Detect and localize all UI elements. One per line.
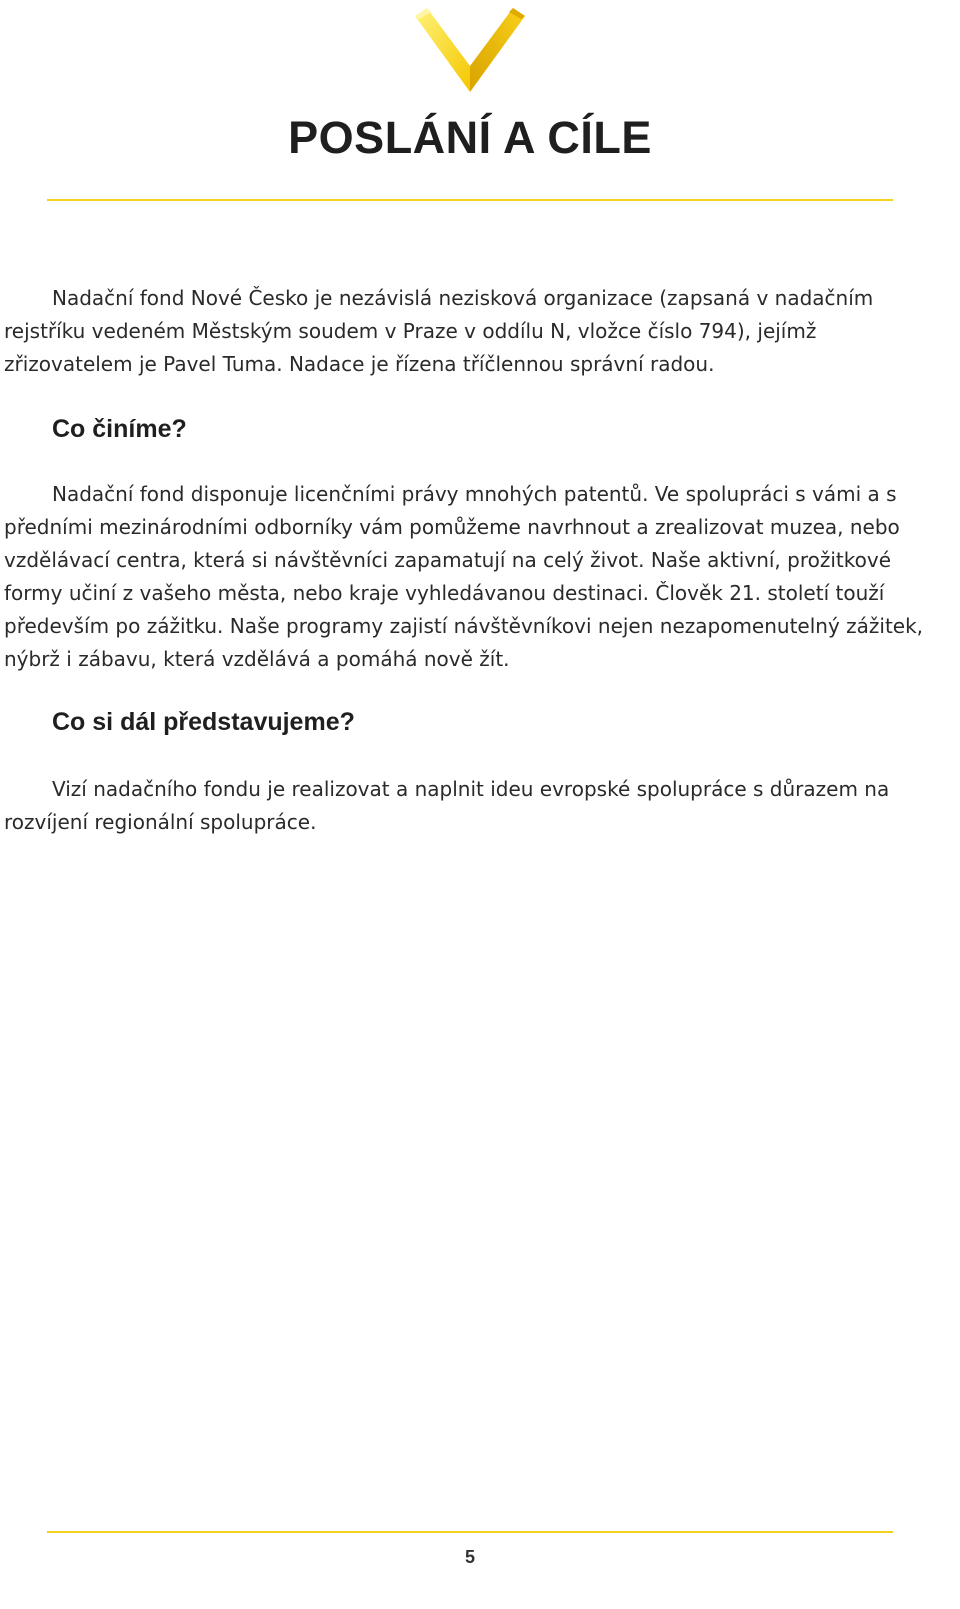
- logo-left-wing: [415, 8, 470, 92]
- v-chevron-logo-icon: [413, 4, 527, 94]
- main-content: [4, 282, 944, 839]
- page-number: 5: [464, 1547, 475, 1567]
- vision-paragraph: Vizí nadačního fondu je realizovat a naplnit ideu evropské spolupráce s důrazem na rozvíjení regionální spolupráce.: [4, 777, 890, 834]
- intro-paragraph: Nadační fond Nové Česko je nezávislá nezisková organizace (zapsaná v nadačním rejstříku vedeném Městským soudem v Praze v oddílu N, vložce číslo 794), jejímž zřizovatelem je Pavel Tuma. Nadace je řízena tříčlennou správní radou.: [4, 286, 874, 376]
- what-we-do-heading: Co činíme?: [52, 415, 187, 443]
- page-title: POSLÁNÍ A CÍLE: [288, 112, 652, 163]
- what-we-do-paragraph: Nadační fond disponuje licenčními právy mnohých patentů. Ve spolupráci s vámi a s předními mezinárodními odborníky vám pomůžeme navrhnout a zrealizovat muzea, nebo vzdělávací centra, která si návštěvníci zapamatují na celý život. Naše aktivní, prožitkové formy učiní z vašeho města, nebo kraje vyhledávanou destinaci. Člověk 21. století touží především po zážitku. Naše programy zajistí návštěvníkovi nejen nezapomenutelný zážitek, nýbrž i zábavu, která vzdělává a pomáhá nově žít.: [4, 482, 924, 671]
- logo-right-wing: [470, 8, 525, 92]
- vision-heading: Co si dál představujeme?: [52, 708, 355, 736]
- title-divider: [47, 199, 893, 201]
- footer-divider: [47, 1531, 893, 1533]
